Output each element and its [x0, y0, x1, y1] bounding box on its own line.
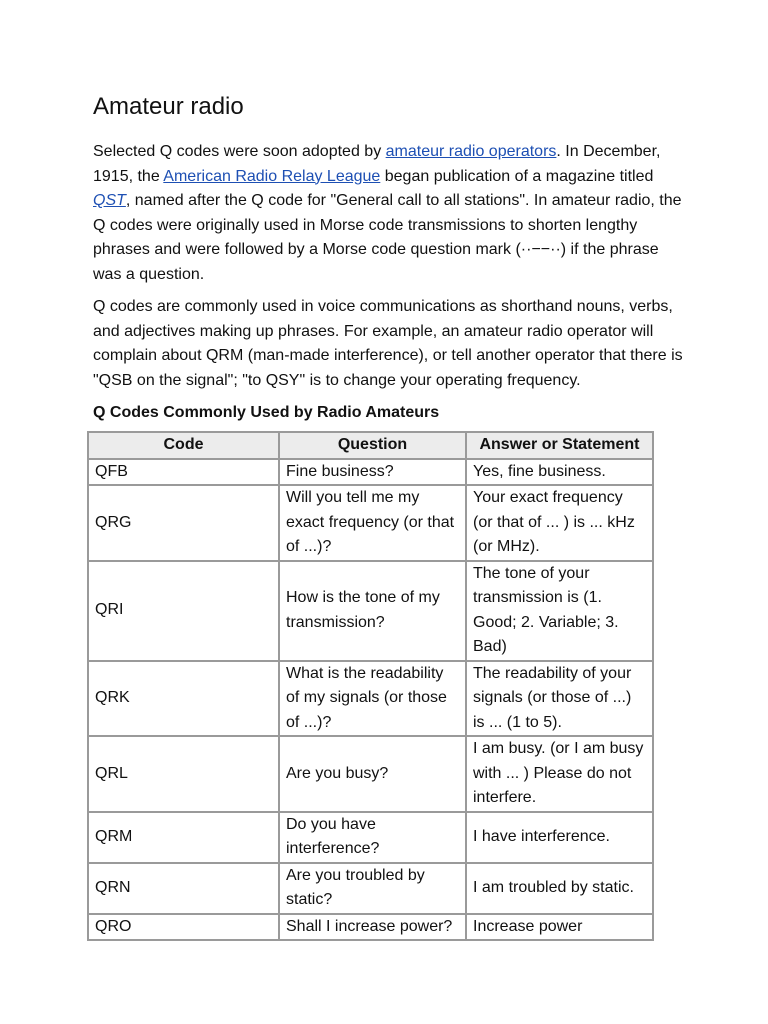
usage-paragraph: Q codes are commonly used in voice communications as shorthand nouns, verbs, and adjectives making up phrases. For example, an amateur radio operator will complain about QRM (man-made interference), or tell another operator that there is "QSB on the signal"; "to QSY" is to change your operating frequency.	[93, 298, 683, 389]
table-row	[88, 863, 653, 914]
amateur-radio-operators-link[interactable]: amateur radio operators	[385, 143, 557, 160]
table-row	[88, 485, 653, 561]
question-cell: Are you busy?	[279, 736, 466, 812]
answer-cell: I am troubled by static.	[466, 863, 653, 914]
question-cell: Will you tell me my exact frequency (or that of ...)?	[279, 485, 466, 561]
morse-question-mark: ··−−··	[520, 241, 561, 258]
para1-text-3: began publication of a magazine titled	[380, 167, 654, 185]
code-cell: QRO	[88, 914, 279, 941]
question-cell: Do you have interference?	[279, 812, 466, 863]
code-cell: QRG	[88, 485, 279, 561]
answer-cell: The tone of your transmission is (1. Good; 2. Variable; 3. Bad)	[466, 561, 653, 661]
code-cell: QRK	[88, 661, 279, 737]
answer-cell: Your exact frequency (or that of ... ) is ... kHz (or MHz).	[466, 485, 653, 561]
question-cell: Shall I increase power?	[279, 914, 466, 941]
code-cell: QRI	[88, 561, 279, 661]
answer-cell: I have interference.	[466, 812, 653, 863]
table-header-row	[88, 432, 653, 459]
table-row	[88, 812, 653, 863]
header-answer: Answer or Statement	[466, 432, 653, 459]
para1-text-4: , named after the Q code for "General call to all stations". In amateur radio, the Q codes were originally used in Morse code transmissions to shorten lengthy phrases and were followed by a Morse code question mark (	[93, 192, 682, 258]
table-row	[88, 661, 653, 737]
code-cell: QRL	[88, 736, 279, 812]
para1-text-1: Selected Q codes were soon adopted by	[93, 143, 386, 160]
question-cell: Fine business?	[279, 459, 466, 486]
para1-text-2: . In December, 1915, the	[93, 143, 661, 185]
para1-text-5: ) if the phrase was a question.	[93, 241, 659, 283]
table-row	[88, 736, 653, 812]
article	[93, 92, 683, 941]
code-cell: QRN	[88, 863, 279, 914]
intro-paragraph	[93, 140, 683, 287]
answer-cell: The readability of your signals (or those of ...) is ... (1 to 5).	[466, 661, 653, 737]
answer-cell: Yes, fine business.	[466, 459, 653, 486]
q-codes-table	[87, 431, 654, 941]
question-cell: How is the tone of my transmission?	[279, 561, 466, 661]
table-row	[88, 914, 653, 941]
answer-cell: Increase power	[466, 914, 653, 941]
section-heading: Amateur radio	[93, 93, 244, 120]
table-row	[88, 561, 653, 661]
code-cell: QFB	[88, 459, 279, 486]
header-question: Question	[279, 432, 466, 459]
code-cell: QRM	[88, 812, 279, 863]
answer-cell: I am busy. (or I am busy with ... ) Please do not interfere.	[466, 736, 653, 812]
table-row	[88, 459, 653, 486]
table-caption: Q Codes Commonly Used by Radio Amateurs	[93, 404, 440, 421]
qst-link[interactable]: QST	[93, 192, 126, 209]
arrl-link[interactable]: American Radio Relay League	[163, 167, 381, 185]
header-code: Code	[88, 432, 279, 459]
question-cell: What is the readability of my signals (or those of ...)?	[279, 661, 466, 737]
question-cell: Are you troubled by static?	[279, 863, 466, 914]
